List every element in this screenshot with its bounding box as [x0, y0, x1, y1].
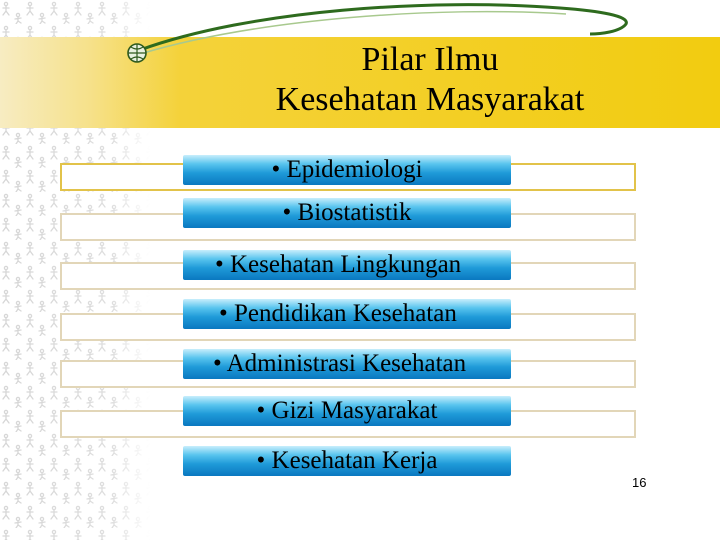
- pillar-pendidikan-kesehatan: • Pendidikan Kesehatan: [183, 299, 511, 329]
- pillar-biostatistik: • Biostatistik: [183, 198, 511, 228]
- title-line-1: Pilar Ilmu: [361, 41, 499, 78]
- page-number: 16: [632, 475, 647, 490]
- pillar-administrasi-kesehatan: • Administrasi Kesehatan: [183, 349, 511, 379]
- slide-title: [150, 40, 710, 120]
- pillar-kesehatan-lingkungan: • Kesehatan Lingkungan: [183, 250, 511, 280]
- pillar-epidemiologi: • Epidemiologi: [183, 155, 511, 185]
- globe-icon: [126, 42, 148, 64]
- title-line-2: Kesehatan Masyarakat: [275, 81, 585, 118]
- pillar-gizi-masyarakat: • Gizi Masyarakat: [183, 396, 511, 426]
- pillar-kesehatan-kerja: • Kesehatan Kerja: [183, 446, 511, 476]
